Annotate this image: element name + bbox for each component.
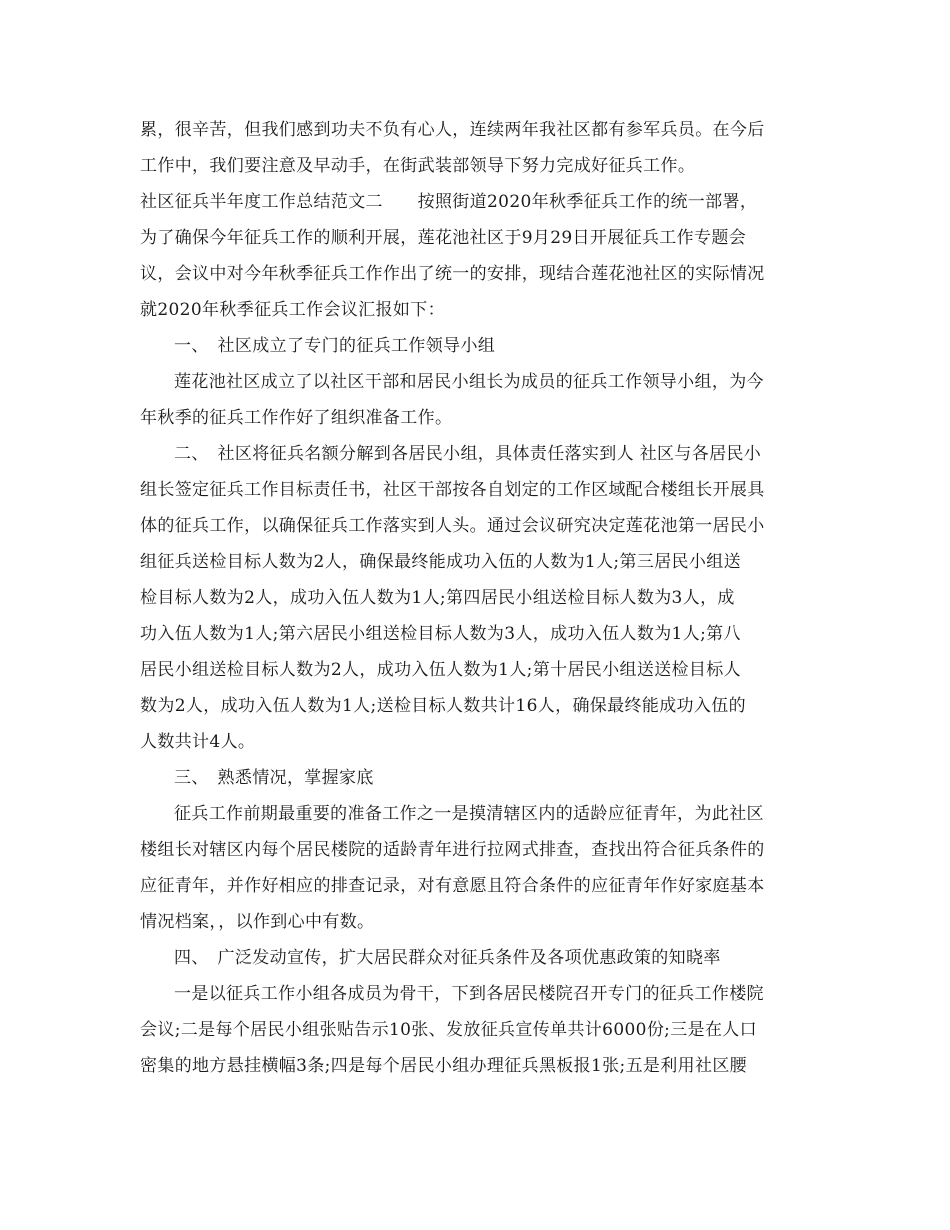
text-line: 组征兵送检目标人数为2人，确保最终能成功入伍的人数为1人;第三居民小组送 xyxy=(140,552,741,572)
text-line: 应征青年，并作好相应的排查记录，对有意愿且符合条件的应征青年作好家庭基本 xyxy=(140,876,765,896)
text-line: 就2020年秋季征兵工作会议汇报如下： xyxy=(140,300,445,320)
text-line: 居民小组送检目标人数为2人，成功入伍人数为1人;第十居民小组送送检目标人 xyxy=(140,660,741,680)
text-line: 累，很辛苦，但我们感到功夫不负有心人，连续两年我社区都有参军兵员。在今后 xyxy=(140,120,765,140)
text-line: 会议;二是每个居民小组张贴告示10张、发放征兵宣传单共计6000份;三是在人口 xyxy=(140,1020,757,1040)
text-line: 为了确保今年征兵工作的顺利开展，莲花池社区于9月29日开展征兵工作专题会 xyxy=(140,228,747,248)
paragraph-start: 征兵工作前期最重要的准备工作之一是摸清辖区内的适龄应征青年，为此社区 xyxy=(174,804,764,824)
text-line: 检目标人数为2人，成功入伍人数为1人;第四居民小组送检目标人数为3人，成 xyxy=(140,588,735,608)
subheading-4: 四、 广泛发动宣传，扩大居民群众对征兵条件及各项优惠政策的知晓率 xyxy=(174,948,721,968)
text-line: 楼组长对辖区内每个居民楼院的适龄青年进行拉网式排查，查找出符合征兵条件的 xyxy=(140,840,765,860)
paragraph-start: 莲花池社区成立了以社区干部和居民小组长为成员的征兵工作领导小组，为今 xyxy=(174,372,764,392)
text-line: 组长签定征兵工作目标责任书，社区干部按各自划定的工作区域配合楼组长开展具 xyxy=(140,480,765,500)
text-line: 功入伍人数为1人;第六居民小组送检目标人数为3人，成功入伍人数为1人;第八 xyxy=(140,624,741,644)
text-line: 议，会议中对今年秋季征兵工作作出了统一的安排，现结合莲花池社区的实际情况 xyxy=(140,264,765,284)
text-line: 体的征兵工作，以确保征兵工作落实到人头。通过会议研究决定莲花池第一居民小 xyxy=(140,516,765,536)
subheading-3: 三、 熟悉情况，掌握家底 xyxy=(174,768,374,788)
text-line: 数为2人，成功入伍人数为1人;送检目标人数共计16人，确保最终能成功入伍的 xyxy=(140,696,746,716)
subheading-1: 一、 社区成立了专门的征兵工作领导小组 xyxy=(174,336,496,356)
section-heading-line: 社区征兵半年度工作总结范文二 按照街道2020年秋季征兵工作的统一部署， xyxy=(140,192,758,212)
text-line: 密集的地方悬挂横幅3条;四是每个居民小组办理征兵黑板报1张;五是利用社区腰 xyxy=(140,1056,748,1076)
paragraph-start: 一是以征兵工作小组各成员为骨干，下到各居民楼院召开专门的征兵工作楼院 xyxy=(174,984,764,1004)
subheading-2: 二、 社区将征兵名额分解到各居民小组，具体责任落实到人 社区与各居民小 xyxy=(174,444,762,464)
text-line: 年秋季的征兵工作作好了组织准备工作。 xyxy=(140,408,453,428)
text-line: 情况档案，，以作到心中有数。 xyxy=(140,912,375,932)
text-line: 工作中，我们要注意及早动手，在街武装部领导下努力完成好征兵工作。 xyxy=(140,156,696,176)
text-line: 人数共计4人。 xyxy=(140,732,256,752)
